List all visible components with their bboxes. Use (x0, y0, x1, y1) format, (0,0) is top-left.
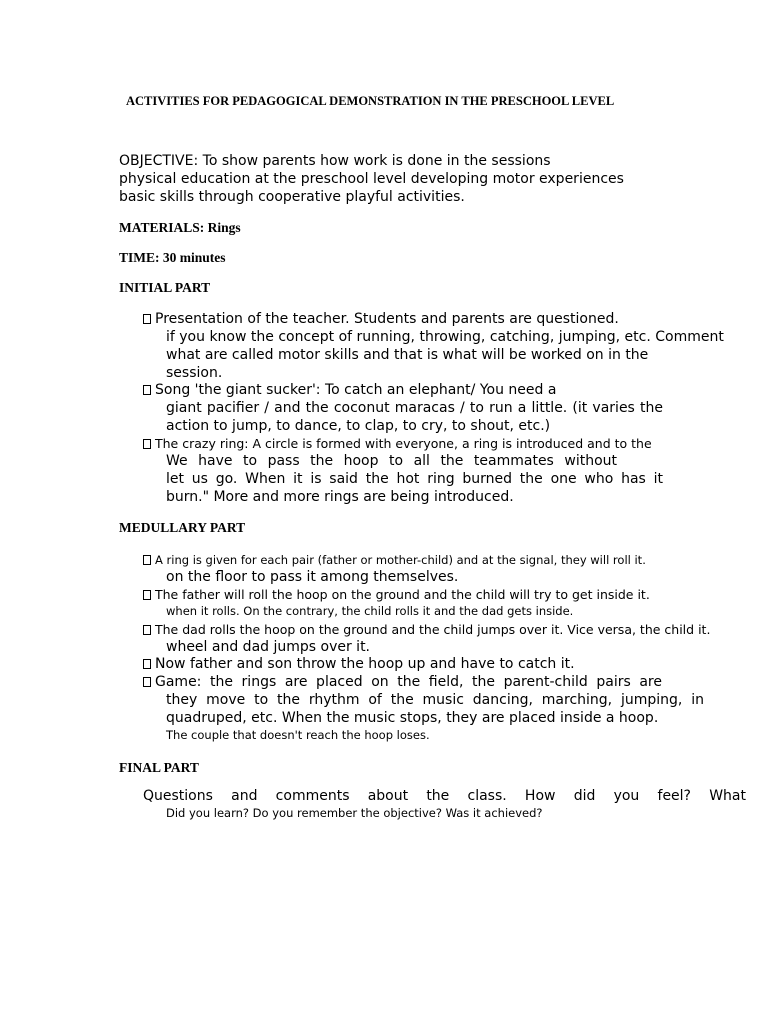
medullary-part-heading: MEDULLARY PART (119, 520, 246, 535)
bullet-box-icon (143, 385, 151, 395)
medullary-item-2 (143, 587, 650, 602)
medullary-item-2-line-1: The father will roll the hoop on the ground and the child will try to get inside it. (155, 587, 650, 602)
medullary-item-2-line-2: when it rolls. On the contrary, the child rolls it and the dad gets inside. (166, 604, 574, 618)
medullary-item-5 (143, 674, 662, 690)
initial-item-2-line-2: giant pacifier / and the coconut maracas / to run a little. (it varies the (166, 400, 663, 416)
medullary-item-5-line-2: they move to the rhythm of the music dancing, marching, jumping, in (166, 692, 704, 708)
initial-item-1-line-2: if you know the concept of running, throwing, catching, jumping, etc. Comment (166, 329, 724, 345)
initial-item-1-line-3: what are called motor skills and that is what will be worked on in the (166, 347, 649, 363)
bullet-box-icon (143, 625, 151, 635)
medullary-item-1-line-1: A ring is given for each pair (father or mother-child) and at the signal, they will roll it. (155, 553, 646, 567)
bullet-box-icon (143, 659, 151, 669)
initial-item-1-line-1: Presentation of the teacher. Students and parents are questioned. (155, 311, 619, 327)
medullary-item-4-line-1: Now father and son throw the hoop up and have to catch it. (155, 656, 575, 672)
final-line-1: Questions and comments about the class. How did you feel? What (143, 788, 746, 804)
initial-item-3 (143, 436, 652, 451)
medullary-item-4 (143, 656, 575, 672)
medullary-item-1 (143, 553, 646, 567)
final-line-2: Did you learn? Do you remember the objective? Was it achieved? (166, 806, 543, 820)
objective-line-2: physical education at the preschool level developing motor experiences (119, 171, 624, 187)
initial-item-3-line-2: We have to pass the hoop to all the teammates without (166, 453, 617, 469)
materials-line: MATERIALS: Rings (119, 220, 241, 235)
initial-item-1 (143, 311, 619, 327)
objective-line-1: OBJECTIVE: To show parents how work is done in the sessions (119, 153, 551, 169)
bullet-box-icon (143, 314, 151, 324)
final-part-heading: FINAL PART (119, 760, 199, 775)
initial-item-2-line-3: action to jump, to dance, to clap, to cry, to shout, etc.) (166, 418, 551, 434)
time-line: TIME: 30 minutes (119, 250, 226, 265)
initial-item-3-line-3: let us go. When it is said the hot ring burned the one who has it (166, 471, 663, 487)
initial-item-1-line-4: session. (166, 365, 223, 381)
medullary-item-3 (143, 622, 710, 637)
medullary-item-1-line-2: on the floor to pass it among themselves. (166, 569, 459, 585)
medullary-item-3-line-2: wheel and dad jumps over it. (166, 639, 371, 655)
objective-line-3: basic skills through cooperative playful activities. (119, 189, 465, 205)
bullet-box-icon (143, 677, 151, 687)
initial-item-3-line-1: The crazy ring: A circle is formed with everyone, a ring is introduced and to the (155, 436, 652, 451)
page-title: ACTIVITIES FOR PEDAGOGICAL DEMONSTRATION IN THE PRESCHOOL LEVEL (126, 94, 615, 108)
medullary-item-5-line-1: Game: the rings are placed on the field, the parent-child pairs are (155, 674, 662, 690)
medullary-item-5-line-4: The couple that doesn't reach the hoop loses. (166, 728, 430, 742)
bullet-box-icon (143, 590, 151, 600)
bullet-box-icon (143, 439, 151, 449)
medullary-item-3-line-1: The dad rolls the hoop on the ground and the child jumps over it. Vice versa, the child it. (155, 622, 711, 637)
initial-item-3-line-4: burn." More and more rings are being introduced. (166, 489, 514, 505)
medullary-item-5-line-3: quadruped, etc. When the music stops, they are placed inside a hoop. (166, 710, 659, 726)
bullet-box-icon (143, 555, 151, 565)
initial-part-heading: INITIAL PART (119, 280, 211, 295)
initial-item-2-line-1: Song 'the giant sucker': To catch an elephant/ You need a (155, 382, 557, 398)
initial-item-2 (143, 382, 556, 398)
